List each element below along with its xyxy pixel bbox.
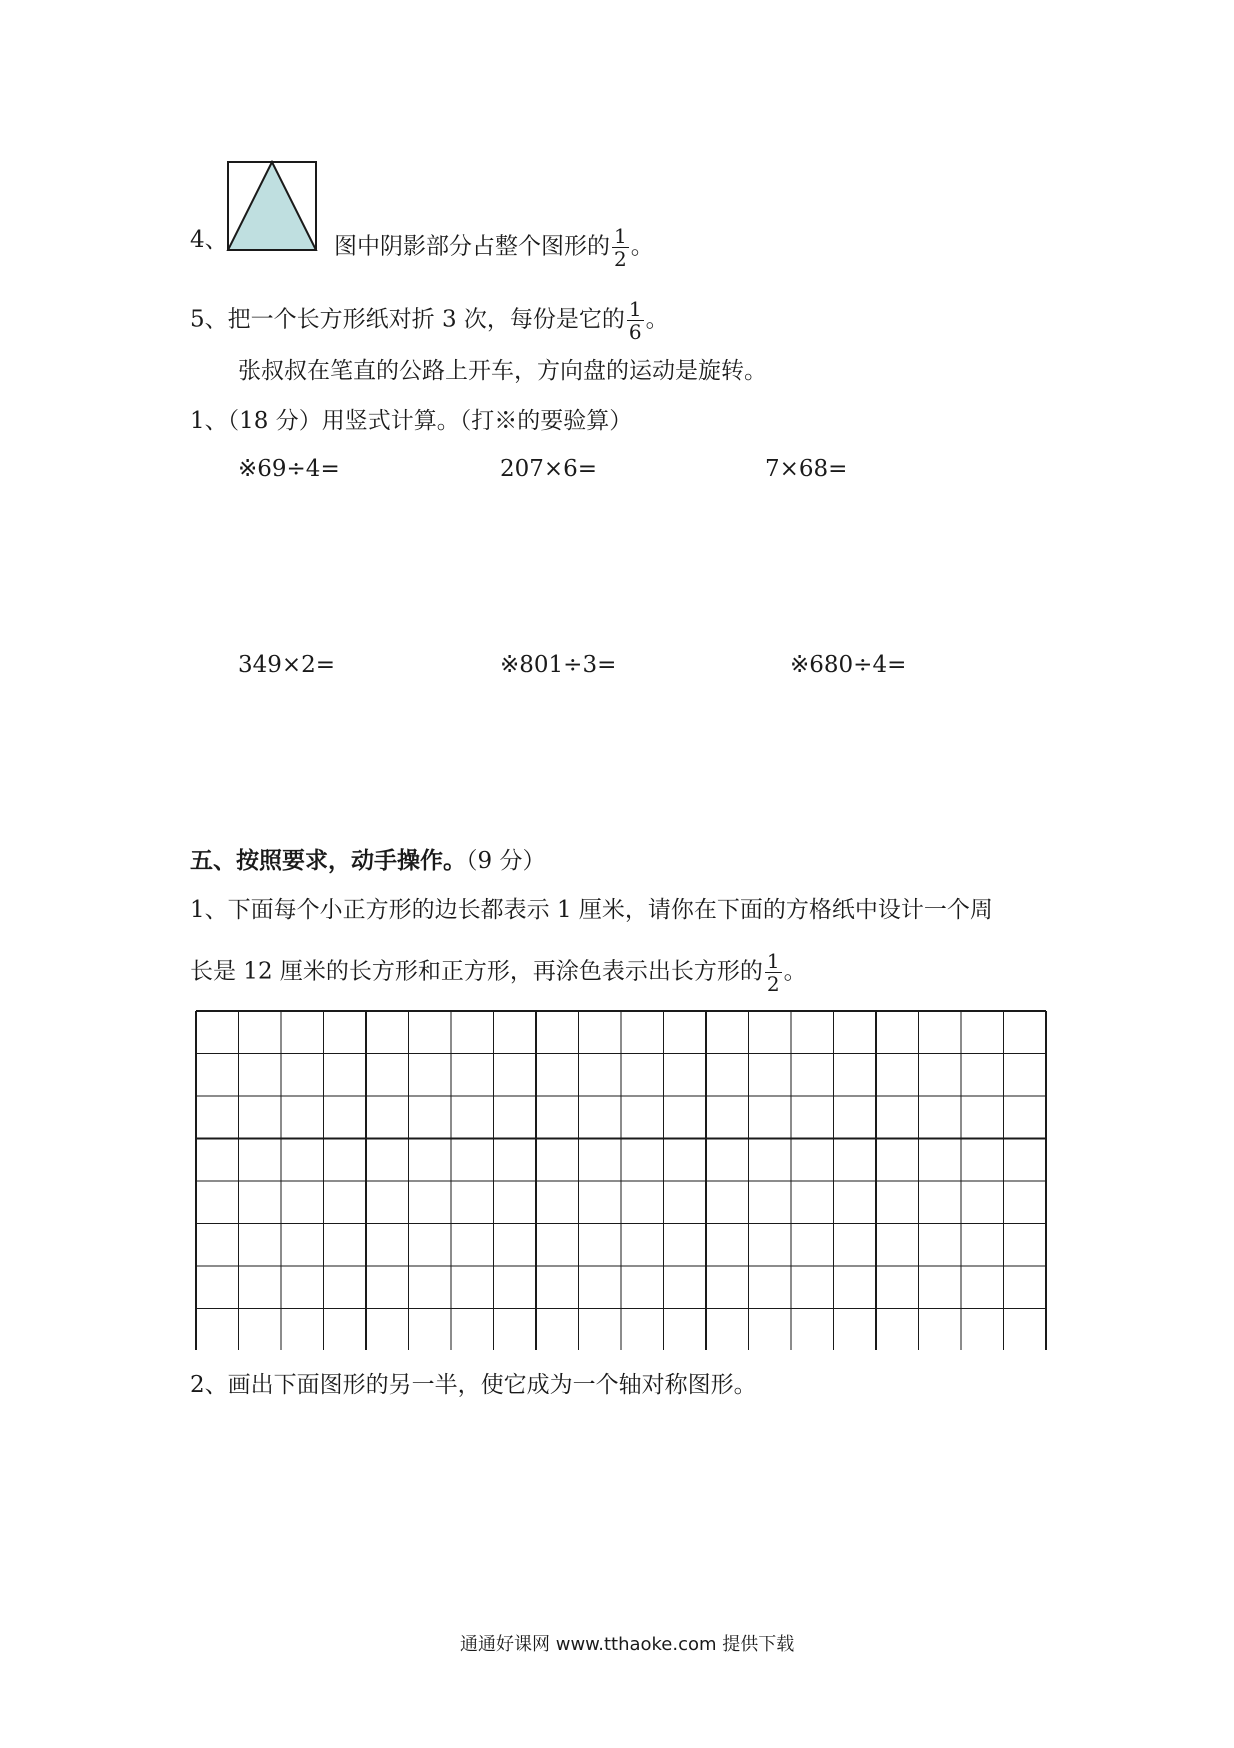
section-5-heading (190, 846, 545, 876)
calc-item: 207×6= (500, 456, 598, 482)
section-5-q1-line1: 1、下面每个小正方形的边长都表示 1 厘米，请你在下面的方格纸中设计一个周 (190, 897, 993, 923)
section-5-q1-line2: 长是 12 厘米的长方形和正方形，再涂色表示出长方形的 $\frac{1}{2}$ 。 (190, 949, 807, 996)
calc-item: 349×2= (238, 652, 336, 678)
fraction-one-half: $\frac{1}{2}$ (614, 224, 627, 271)
calc-item: ※680÷4= (790, 652, 907, 678)
section-5-points: （9 分） (466, 848, 546, 874)
calc-item: 7×68= (765, 456, 848, 482)
calc-item: ※69÷4= (238, 456, 340, 482)
calc-item: ※801÷3= (500, 652, 617, 678)
rotation-statement: 张叔叔在笔直的公路上开车，方向盘的运动是旋转。 (238, 358, 767, 384)
triangle-in-square-figure (226, 160, 318, 252)
calculation-title: 1、（18 分）用竖式计算。（打※的要验算） (190, 408, 633, 434)
fraction-one-half: $\frac{1}{2}$ (766, 949, 780, 996)
question-4-text: 图中阴影部分占整个图形的 (334, 233, 610, 260)
footer-credit: 通通好课网 www.tthaoke.com 提供下载 (460, 1634, 795, 1655)
question-5-text: 把一个长方形纸对折 3 次，每份是它的 (227, 306, 625, 333)
question-5-number: 5、 (190, 306, 228, 333)
section-5-q2: 2、画出下面图形的另一半，使它成为一个轴对称图形。 (190, 1372, 757, 1398)
square-grid-paper[interactable] (195, 1010, 1047, 1350)
question-4-number: 4、 (190, 227, 228, 253)
fraction-one-sixth: $\frac{1}{6}$ (628, 297, 642, 344)
section-5-title: 五、按照要求，动手操作。 (190, 847, 466, 874)
question-5: 5、把一个长方形纸对折 3 次，每份是它的 $\frac{1}{6}$ 。 (190, 297, 669, 344)
question-4: 图中阴影部分占整个图形的 $\frac{1}{2}$ 。 (334, 224, 654, 271)
